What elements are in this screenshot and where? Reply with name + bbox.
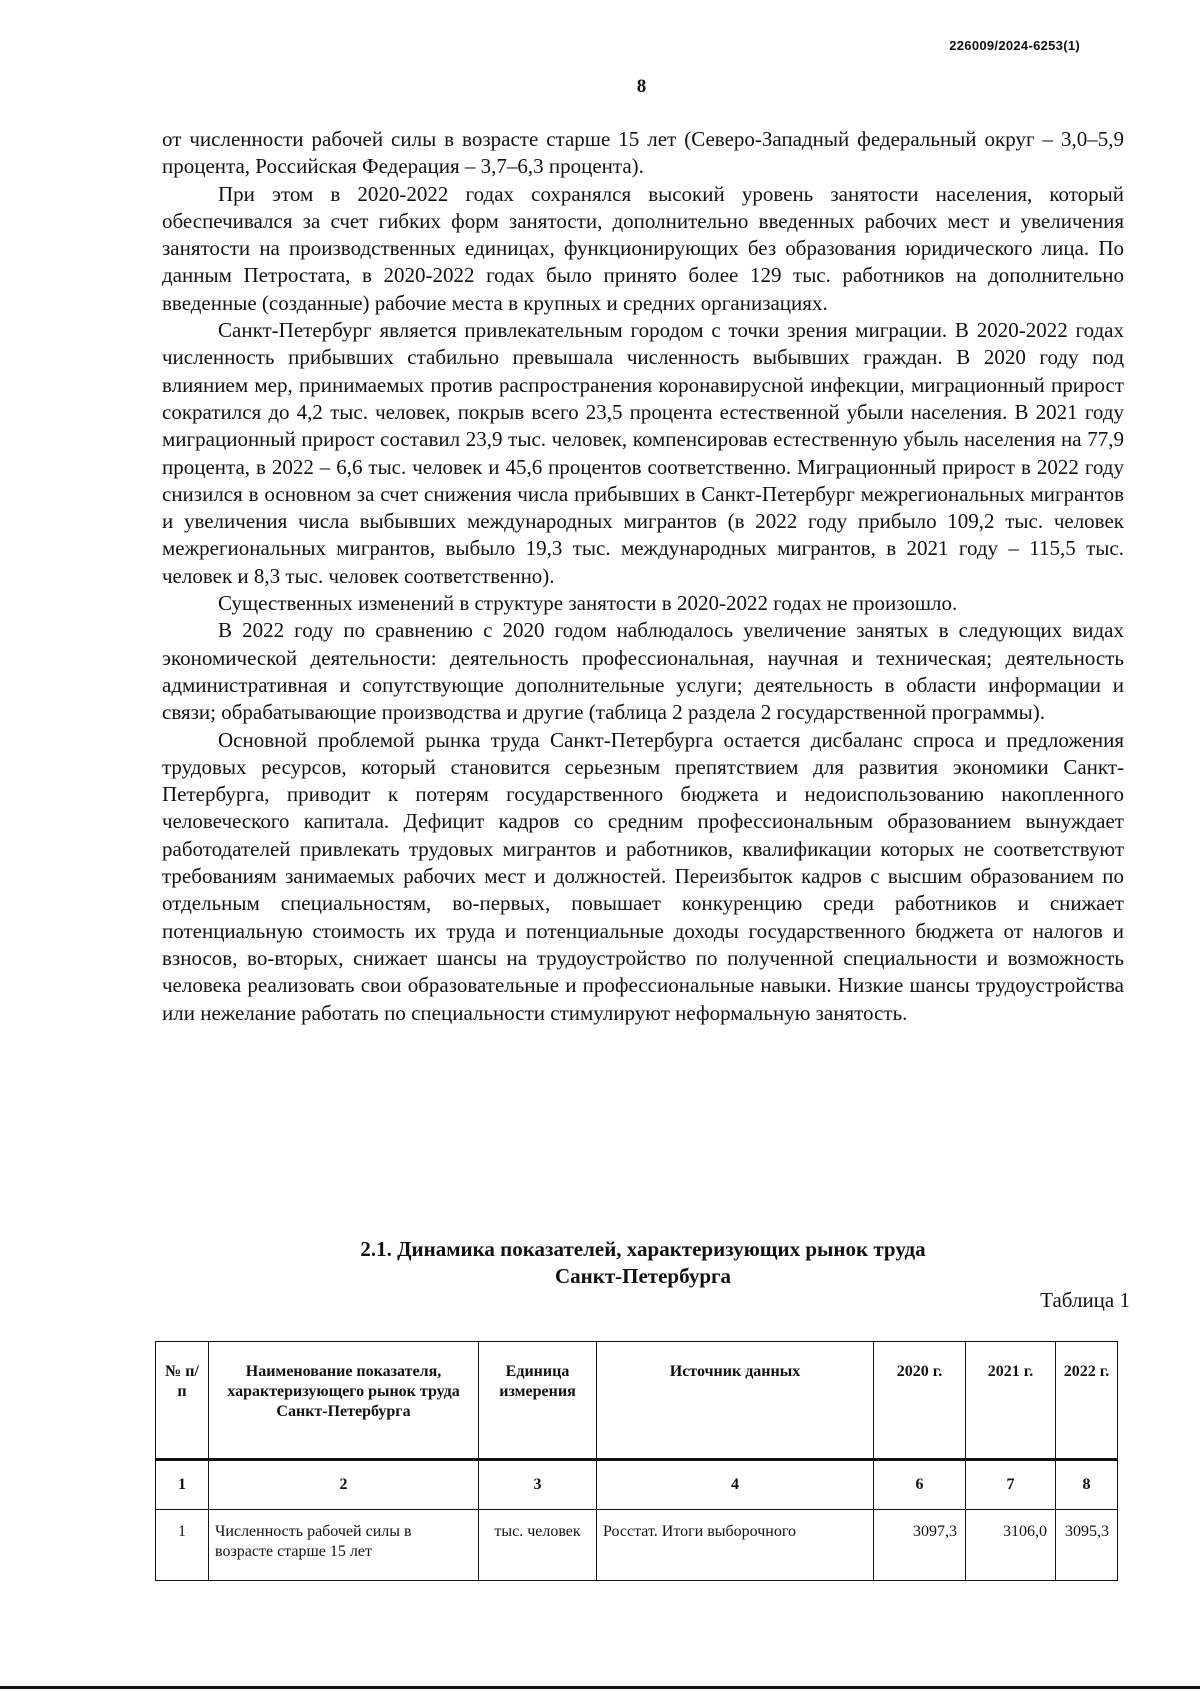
row-number: 1	[156, 1510, 209, 1581]
header-year-2020: 2020 г.	[874, 1342, 966, 1460]
header-year-2022: 2022 г.	[1056, 1342, 1118, 1460]
paragraph-migration: Санкт-Петербург является привлекательным городом с точки зрения миграции. В 2020-2022 годах численность прибывших стабильно превышала численность выбывших граждан. В 2020 году под влиянием мер, принимаемых против распространения коронавирусной инфекции, миграционный прирост сократился до 4,2 тыс. человек, покрыв всего 23,5 процента естественной убыли населения. В 2021 году миграционный прирост составил 23,9 тыс. человек, компенсировав естественную убыль населения на 77,9 процента, в 2022 – 6,6 тыс. человек и 45,6 процентов соответственно. Миграционный прирост в 2022 году снизился в основном за счет снижения числа прибывших в Санкт-Петербург межрегиональных мигрантов и увеличения числа выбывших международных мигрантов (в 2022 году прибыло 109,2 тыс. человек межрегиональных мигрантов, выбыло 19,3 тыс. международных мигрантов, в 2021 году – 115,5 тыс. человек и 8,3 тыс. человек соответственно).	[162, 318, 1124, 588]
labor-market-table	[155, 1341, 1118, 1581]
paragraph-unemployment-share: от численности рабочей силы в возрасте старше 15 лет (Северо-Западный федеральный округ – 3,0–5,9 процента, Российская Федерация – 3,7–6,3 процента).	[162, 127, 1124, 179]
row-value-2022: 3095,3	[1056, 1510, 1118, 1581]
paragraph-employment-level: При этом в 2020-2022 годах сохранялся высокий уровень занятости населения, который обеспечивался за счет гибких форм занятости, дополнительно введенных рабочих мест и увеличения занятости на производственных единицах, функционирующих без образования юридического лица. По данным Петростата, в 2020-2022 годах было принято более 129 тыс. работников на дополнительно введенные (созданные) рабочие места в крупных и средних организациях.	[162, 181, 1124, 315]
column-number: 8	[1056, 1460, 1118, 1510]
row-value-2021: 3106,0	[966, 1510, 1056, 1581]
document-id: 226009/2024-6253(1)	[949, 38, 1080, 53]
column-number: 4	[597, 1460, 874, 1510]
header-unit: Единица измерения	[479, 1342, 597, 1460]
row-source: Росстат. Итоги выборочного	[597, 1510, 874, 1581]
section-title-line2: Санкт-Петербурга	[554, 1264, 732, 1288]
header-indicator-name: Наименование показателя, характеризующего рынок труда Санкт-Петербурга	[209, 1342, 479, 1460]
header-number: № п/п	[156, 1342, 209, 1460]
table-column-numbers-row	[156, 1460, 1118, 1510]
table-row	[156, 1510, 1118, 1581]
section-heading	[162, 1236, 1124, 1290]
scan-bottom-edge	[0, 1686, 1200, 1689]
page-number: 8	[636, 76, 647, 97]
row-unit: тыс. человек	[479, 1510, 597, 1581]
section-title-line1: 2.1. Динамика показателей, характеризующих рынок труда	[360, 1237, 926, 1261]
column-number: 2	[209, 1460, 479, 1510]
table-caption: Таблица 1	[1040, 1288, 1130, 1312]
row-value-2020: 3097,3	[874, 1510, 966, 1581]
column-number: 3	[479, 1460, 597, 1510]
row-indicator-name: Численность рабочей силы в возрасте старше 15 лет	[209, 1510, 479, 1581]
paragraph-employment-structure: Существенных изменений в структуре занятости в 2020-2022 годах не произошло.	[218, 591, 958, 616]
paragraph-labor-market-problem: Основной проблемой рынка труда Санкт-Петербурга остается дисбаланс спроса и предложения трудовых ресурсов, который становится серьезным препятствием для развития экономики Санкт-Петербурга, приводит к потерям государственного бюджета и недоиспользованию накопленного человеческого капитала. Дефицит кадров со средним профессиональным образованием вынуждает работодателей привлекать трудовых мигрантов и работников, квалификации которых не соответствуют требованиям занимаемых рабочих мест и должностей. Переизбыток кадров с высшим образованием по отдельным специальностям, во-первых, повышает конкуренцию среди работников и снижает потенциальную стоимость их труда и потенциальные доходы государственного бюджета от налогов и взносов, во-вторых, снижает шансы на трудоустройство по полученной специальности и возможность человека реализовать свои образовательные и профессиональные навыки. Низкие шансы трудоустройства или нежелание работать по специальности стимулируют неформальную занятость.	[162, 727, 1124, 1025]
column-number: 7	[966, 1460, 1056, 1510]
body-text	[162, 126, 1124, 1027]
header-year-2021: 2021 г.	[966, 1342, 1056, 1460]
paragraph-employment-growth: В 2022 году по сравнению с 2020 годом наблюдалось увеличение занятых в следующих видах экономической деятельности: деятельность профессиональная, научная и техническая; деятельность административная и сопутствующие дополнительные услуги; деятельность в области информации и связи; обрабатывающие производства и другие (таблица 2 раздела 2 государственной программы).	[162, 618, 1124, 725]
column-number: 6	[874, 1460, 966, 1510]
table-header-row	[156, 1342, 1118, 1460]
header-source: Источник данных	[597, 1342, 874, 1460]
column-number: 1	[156, 1460, 209, 1510]
